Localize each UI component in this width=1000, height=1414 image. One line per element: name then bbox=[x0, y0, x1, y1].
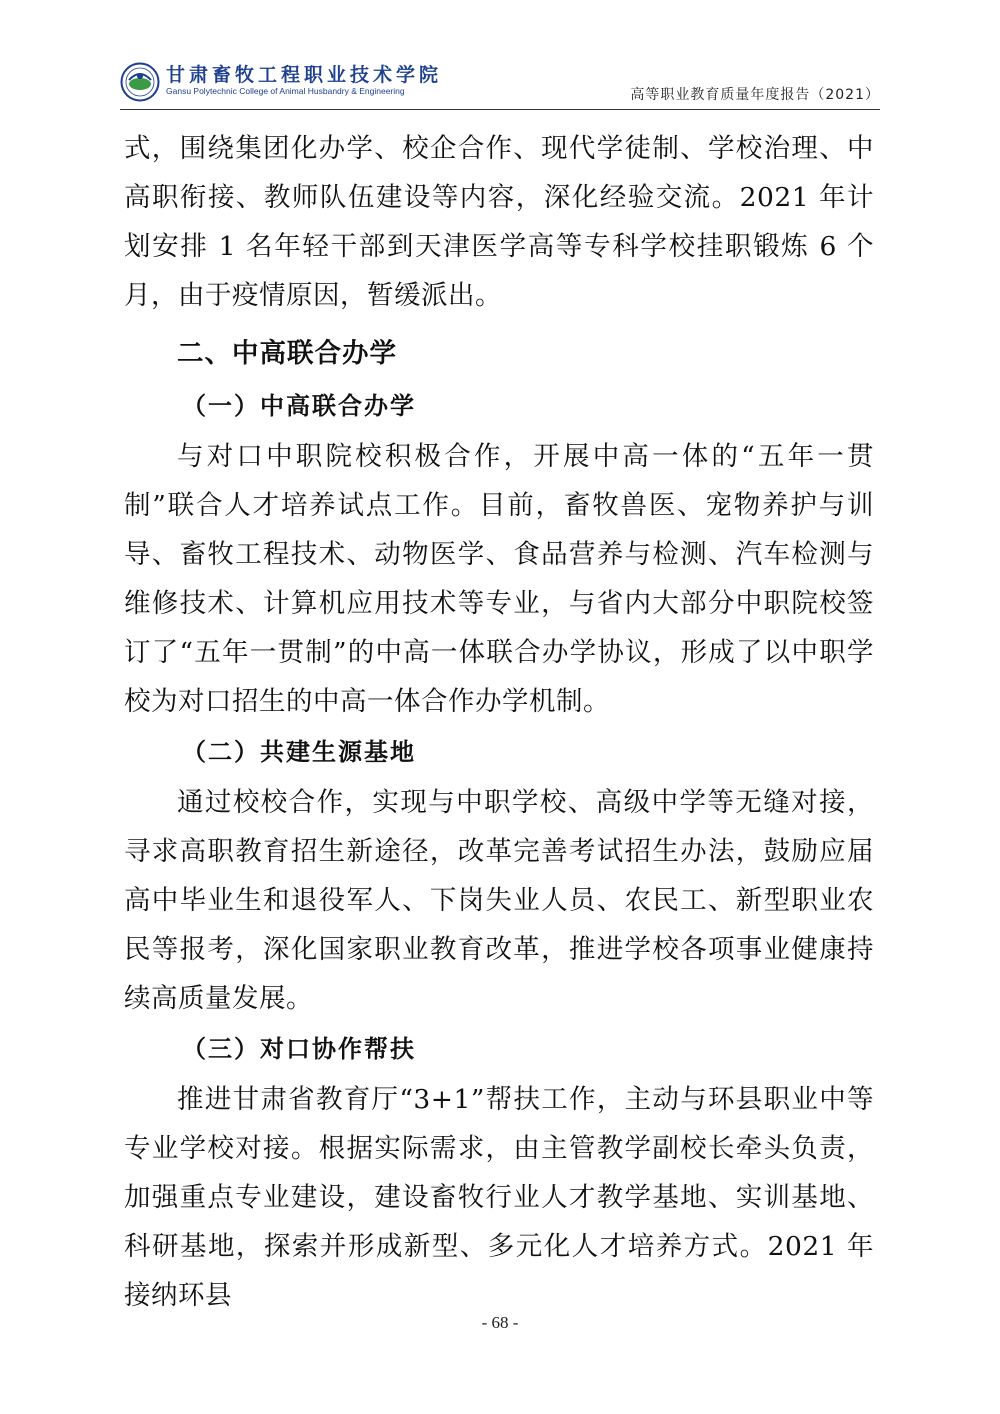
page-header bbox=[120, 58, 880, 108]
subsection-paragraph-1: 与对口中职院校积极合作，开展中高一体的“五年一贯制”联合人才培养试点工作。目前，畜牧兽医、宠物养护与训导、畜牧工程技术、动物医学、食品营养与检测、汽车检测与维修技术、计算机应用技术等专业，与省内大部分中职院校签订了“五年一贯制”的中高一体联合办学协议，形成了以中职学校为对口招生的中高一体合作办学机制。 bbox=[124, 441, 874, 717]
subsection-heading-2: （二）共建生源基地 bbox=[182, 738, 416, 766]
page-body bbox=[124, 124, 874, 1320]
school-name-en: Gansu Polytechnic College of Animal Husbandry & Engineering bbox=[166, 86, 405, 96]
section-heading: 二、中高联合办学 bbox=[177, 338, 397, 369]
subsection-paragraph-2: 通过校校合作，实现与中职学校、高级中学等无缝对接，寻求高职教育招生新途径，改革完善考试招生办法，鼓励应届高中毕业生和退役军人、下岗失业人员、农民工、新型职业农民等报考，深化国家职业教育改革，推进学校各项事业健康持续高质量发展。 bbox=[124, 787, 874, 1014]
header-divider bbox=[120, 109, 880, 110]
subsection-paragraph-3: 推进甘肃省教育厅“3+1”帮扶工作，主动与环县职业中等专业学校对接。根据实际需求，由主管教学副校长牵头负责，加强重点专业建设，建设畜牧行业人才教学基地、实训基地、科研基地，探索并形成新型、多元化人才培养方式。2021 年接纳环县 bbox=[124, 1084, 874, 1311]
report-title: 高等职业教育质量年度报告（2021） bbox=[630, 87, 880, 103]
intro-paragraph: 式，围绕集团化办学、校企合作、现代学徒制、学校治理、中高职衔接、教师队伍建设等内容，深化经验交流。2021 年计划安排 1 名年轻干部到天津医学高等专科学校挂职锻炼 6 个月，由于疫情原因，暂缓派出。 bbox=[124, 133, 874, 311]
subsection-heading-1: （一）中高联合办学 bbox=[182, 392, 416, 420]
school-emblem-icon bbox=[120, 62, 160, 102]
school-name-cn: 甘肃畜牧工程职业技术学院 bbox=[166, 64, 443, 86]
page-number: - 68 - bbox=[481, 1313, 519, 1332]
subsection-heading-3: （三）对口协作帮扶 bbox=[182, 1035, 416, 1063]
